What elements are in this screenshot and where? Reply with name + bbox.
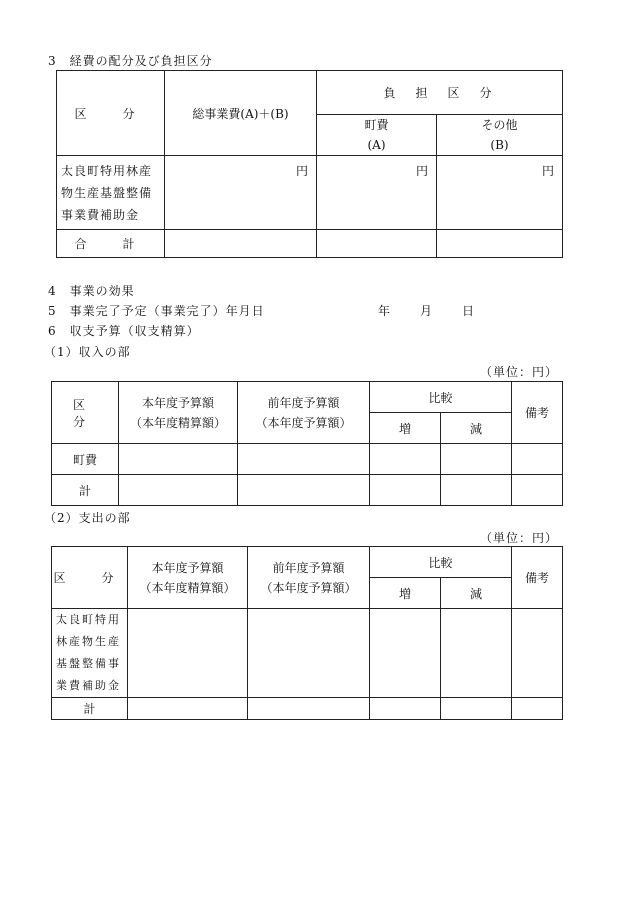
expense-col-prev-year: 前年度予算額 （本年度予算額）	[248, 547, 370, 609]
col-total-header: 総事業費(A)＋(B)	[165, 71, 317, 156]
income-col-decrease: 減	[441, 413, 512, 444]
completion-day-label: 日	[462, 304, 476, 318]
town-yen-cell: 円	[317, 156, 437, 230]
total-row-cell	[165, 230, 317, 258]
income-heading: （1）収入の部	[44, 345, 131, 359]
income-unit: （単位：円）	[480, 365, 559, 379]
section-5-heading: 5 事業完了予定（事業完了）年月日	[48, 304, 265, 318]
col-kubun-header: 区 分	[57, 71, 165, 156]
income-col-increase: 増	[370, 413, 441, 444]
row-subsidy-name: 太良町特用林産 物生産基盤整備 事業費補助金	[57, 156, 165, 230]
expense-col-increase: 増	[370, 578, 441, 609]
expense-table	[51, 546, 563, 720]
expense-heading: （2）支出の部	[44, 511, 131, 525]
cost-allocation-table	[56, 70, 563, 258]
completion-month-label: 月	[420, 304, 434, 318]
income-row-town: 町費	[52, 444, 119, 475]
expense-row-total: 計	[52, 698, 128, 720]
expense-row-subsidy-name: 太良町特用 林産物生産 基盤整備事 業費補助金	[52, 609, 128, 698]
col-burden-header: 負 担 区 分	[317, 71, 563, 115]
income-col-this-year: 本年度予算額 （本年度精算額）	[119, 382, 238, 444]
income-table	[51, 381, 563, 506]
other-yen-cell: 円	[437, 156, 563, 230]
income-col-prev-year: 前年度予算額 （本年度予算額）	[238, 382, 370, 444]
expense-col-compare: 比較	[370, 547, 512, 578]
total-row-label: 合 計	[57, 230, 165, 258]
total-row-cell	[317, 230, 437, 258]
col-town-header: 町費 (A)	[317, 115, 437, 156]
section-4-heading: 4 事業の効果	[48, 284, 135, 298]
expense-col-kubun: 区 分	[52, 547, 128, 609]
income-col-compare: 比較	[370, 382, 512, 413]
income-col-note: 備考	[512, 382, 563, 444]
col-other-header: その他 (B)	[437, 115, 563, 156]
section-3-heading: 3 経費の配分及び負担区分	[48, 54, 213, 68]
completion-year-label: 年	[378, 304, 392, 318]
expense-col-this-year: 本年度予算額 （本年度精算額）	[128, 547, 248, 609]
expense-col-note: 備考	[512, 547, 563, 609]
total-yen-cell: 円	[165, 156, 317, 230]
income-col-kubun: 区 分	[52, 382, 119, 444]
section-6-heading: 6 収支予算（収支精算）	[48, 324, 200, 338]
income-row-total: 計	[52, 475, 119, 506]
expense-col-decrease: 減	[441, 578, 512, 609]
total-row-cell	[437, 230, 563, 258]
expense-unit: （単位：円）	[480, 531, 559, 545]
